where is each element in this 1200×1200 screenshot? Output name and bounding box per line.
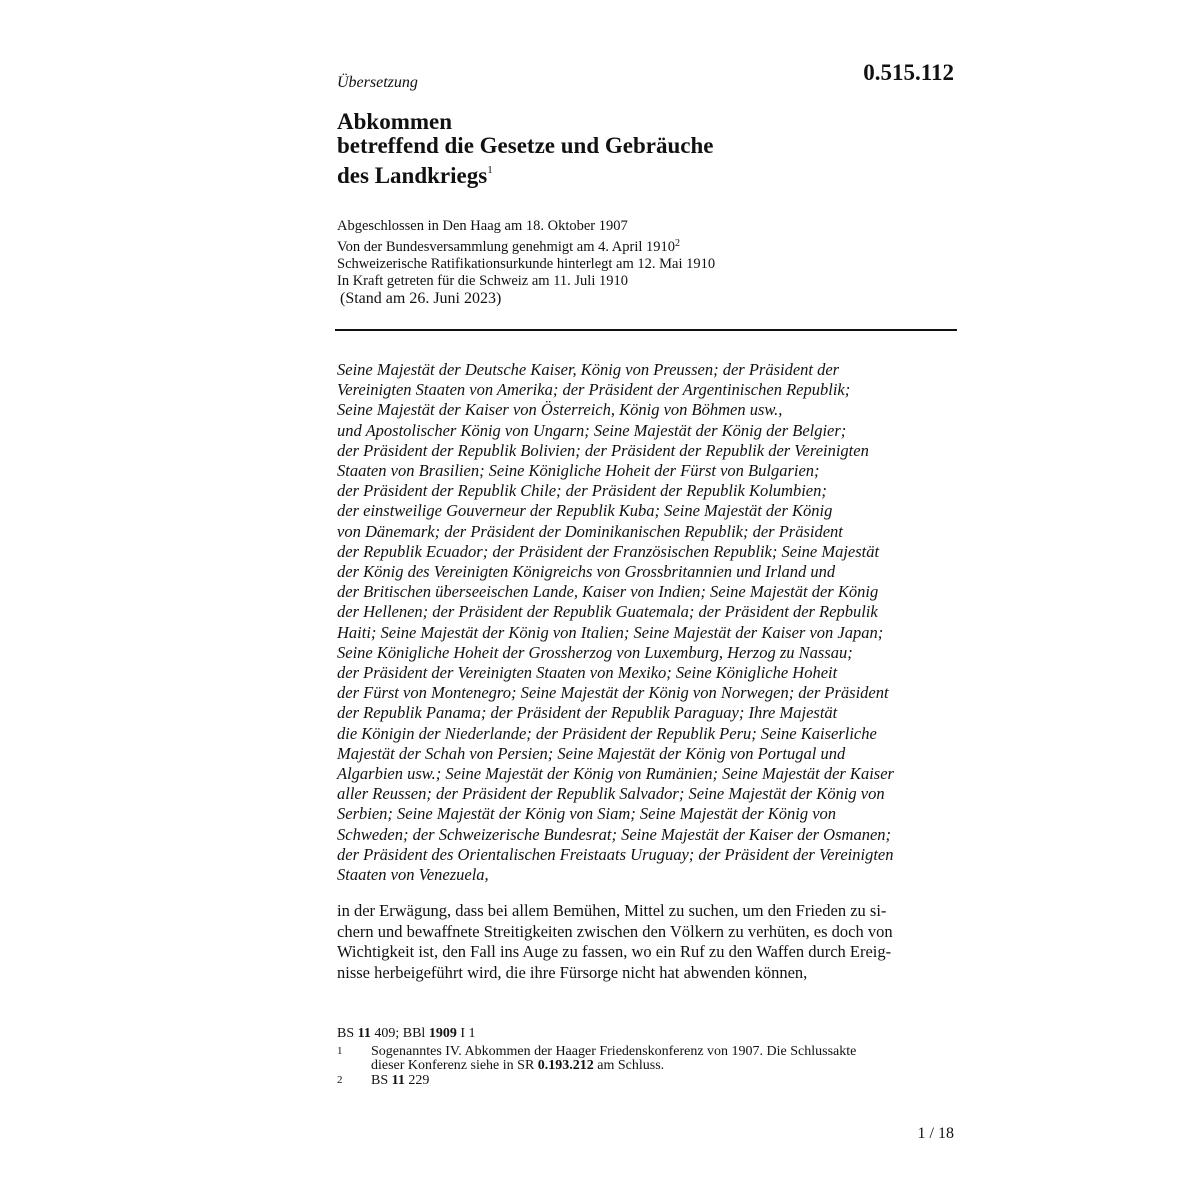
preamble-line: Haiti; Seine Majestät der König von Italien; Seine Majestät der Kaiser von Japan;: [337, 622, 884, 642]
meta-in-force: In Kraft getreten für die Schweiz am 11. Juli 1910: [337, 273, 628, 289]
preamble-line: Seine Majestät der Deutsche Kaiser, König von Preussen; der Präsident der: [337, 360, 840, 379]
meta-concluded: Abgeschlossen in Den Haag am 18. Oktober 1907: [337, 218, 628, 234]
source-reference: [337, 1027, 856, 1042]
preamble-line: der Präsident der Republik Bolivien; der Präsident der Republik der Vereinigten: [337, 440, 869, 460]
footnote-2-text: [371, 1074, 856, 1089]
footnote-1-sr-link[interactable]: 0.193.212: [537, 1058, 594, 1073]
document-title: [337, 110, 713, 188]
preamble: [337, 360, 894, 885]
footnote-1-line-2b: am Schluss.: [593, 1058, 665, 1073]
footnotes: [337, 1027, 856, 1088]
preamble-line: Staaten von Venezuela,: [337, 865, 489, 885]
title-line-2: betreffend die Gesetze und Gebräuche: [337, 133, 714, 158]
status-date: (Stand am 26. Juni 2023): [340, 290, 502, 307]
footnote-1-line-2: [371, 1059, 856, 1074]
title-line-3: [337, 158, 713, 188]
source-bs-page: 409; BBl: [370, 1026, 429, 1041]
preamble-line: der Republik Panama; der Präsident der Republik Paraguay; Ihre Majestät: [337, 703, 838, 723]
preamble-line: Vereinigten Staaten von Amerika; der Präsident der Argentinischen Republik;: [337, 380, 851, 400]
meta-approved-footnote-ref[interactable]: 2: [675, 238, 681, 249]
preamble-line: der Fürst von Montenegro; Seine Majestät der König von Norwegen; der Präsident: [337, 683, 889, 703]
preamble-line: und Apostolischer König von Ungarn; Seine Majestät der König der Belgier;: [337, 420, 847, 440]
consideration-paragraph: [337, 901, 893, 983]
preamble-line: der Präsident der Vereinigten Staaten von Mexiko; Seine Königliche Hoheit: [337, 663, 838, 683]
preamble-line: der Republik Ecuador; der Präsident der Französischen Republik; Seine Majestät: [337, 541, 880, 561]
preamble-line: der König des Vereinigten Königreichs von Grossbritannien und Irland und: [337, 562, 836, 582]
preamble-line: Majestät der Schah von Persien; Seine Majestät der König von Portugal und: [337, 743, 846, 763]
consideration-line: Wichtigkeit ist, den Fall ins Auge zu fassen, wo ein Ruf zu den Waffen durch Ereig-: [337, 942, 892, 961]
header-rule: [335, 329, 957, 331]
sr-number: 0.515.112: [863, 60, 954, 85]
footnote-1: [337, 1045, 856, 1074]
title-line-1: Abkommen: [337, 109, 453, 134]
preamble-line: Serbien; Seine Majestät der König von Siam; Seine Majestät der König von: [337, 804, 837, 824]
footnote-2-page: 229: [404, 1072, 430, 1088]
title-footnote-ref[interactable]: 1: [487, 164, 493, 176]
meta-approved: [337, 235, 715, 256]
preamble-line: der Britischen überseeischen Lande, Kaiser von Indien; Seine Majestät der König: [337, 582, 879, 602]
source-bbl-rest: I 1: [456, 1026, 476, 1041]
consideration-line: chern und bewaffnete Streitigkeiten zwischen den Völkern zu verhüten, es doch von: [337, 921, 893, 941]
preamble-line: Staaten von Brasilien; Seine Königliche Hoheit der Fürst von Bulgarien;: [337, 461, 820, 481]
preamble-line: Algarbien usw.; Seine Majestät der König von Rumänien; Seine Majestät der Kaiser: [337, 764, 894, 784]
consideration-line: nisse herbeigeführt wird, die ihre Fürsorge nicht hat abwenden können,: [337, 962, 808, 982]
translation-note: Übersetzung: [337, 74, 418, 91]
preamble-line: von Dänemark; der Präsident der Dominikanischen Republik; der Präsident: [337, 521, 843, 541]
footnote-2: [337, 1074, 856, 1089]
footnote-1-line-1: Sogenanntes IV. Abkommen der Haager Friedenskonferenz von 1907. Die Schlussakte: [371, 1043, 857, 1059]
consideration-line: in der Erwägung, dass bei allem Bemühen, Mittel zu suchen, um den Frieden zu si-: [337, 901, 887, 920]
source-bs-label: BS: [337, 1026, 358, 1041]
page-number: 1 / 18: [917, 1125, 954, 1142]
preamble-line: der Präsident der Republik Chile; der Präsident der Republik Kolumbien;: [337, 481, 827, 501]
preamble-line: aller Reussen; der Präsident der Republik Salvador; Seine Majestät der König von: [337, 784, 885, 804]
footnote-2-volume: 11: [391, 1072, 405, 1088]
preamble-line: der Hellenen; der Präsident der Republik Guatemala; der Präsident der Repbulik: [337, 602, 878, 622]
preamble-line: Seine Königliche Hoheit der Grossherzog von Luxemburg, Herzog zu Nassau;: [337, 642, 853, 662]
source-bs-volume: 11: [357, 1026, 371, 1041]
footnote-1-line-2a: dieser Konferenz siehe in SR: [371, 1058, 538, 1073]
preamble-line: Schweden; der Schweizerische Bundesrat; Seine Majestät der Kaiser der Osmanen;: [337, 824, 892, 844]
footnote-2-number: 2: [337, 1073, 343, 1086]
title-line-3-text: des Landkriegs: [337, 163, 488, 188]
preamble-line: der Präsident des Orientalischen Freistaats Uruguay; der Präsident der Vereinigten: [337, 844, 894, 864]
footnote-1-number: 1: [337, 1044, 343, 1057]
source-bbl-year: 1909: [428, 1026, 457, 1041]
footnote-1-text: [371, 1045, 856, 1074]
meta-ratification: Schweizerische Ratifikationsurkunde hinterlegt am 12. Mai 1910: [337, 256, 716, 272]
preamble-line: der einstweilige Gouverneur der Republik Kuba; Seine Majestät der König: [337, 501, 833, 521]
preamble-line: Seine Majestät der Kaiser von Österreich, König von Böhmen usw.,: [337, 400, 783, 420]
footnote-2-bs: BS: [371, 1072, 392, 1088]
metadata-block: [337, 218, 715, 290]
preamble-line: die Königin der Niederlande; der Präsident der Republik Peru; Seine Kaiserliche: [337, 723, 877, 743]
meta-approved-text: Von der Bundesversammlung genehmigt am 4. April 1910: [337, 239, 676, 255]
